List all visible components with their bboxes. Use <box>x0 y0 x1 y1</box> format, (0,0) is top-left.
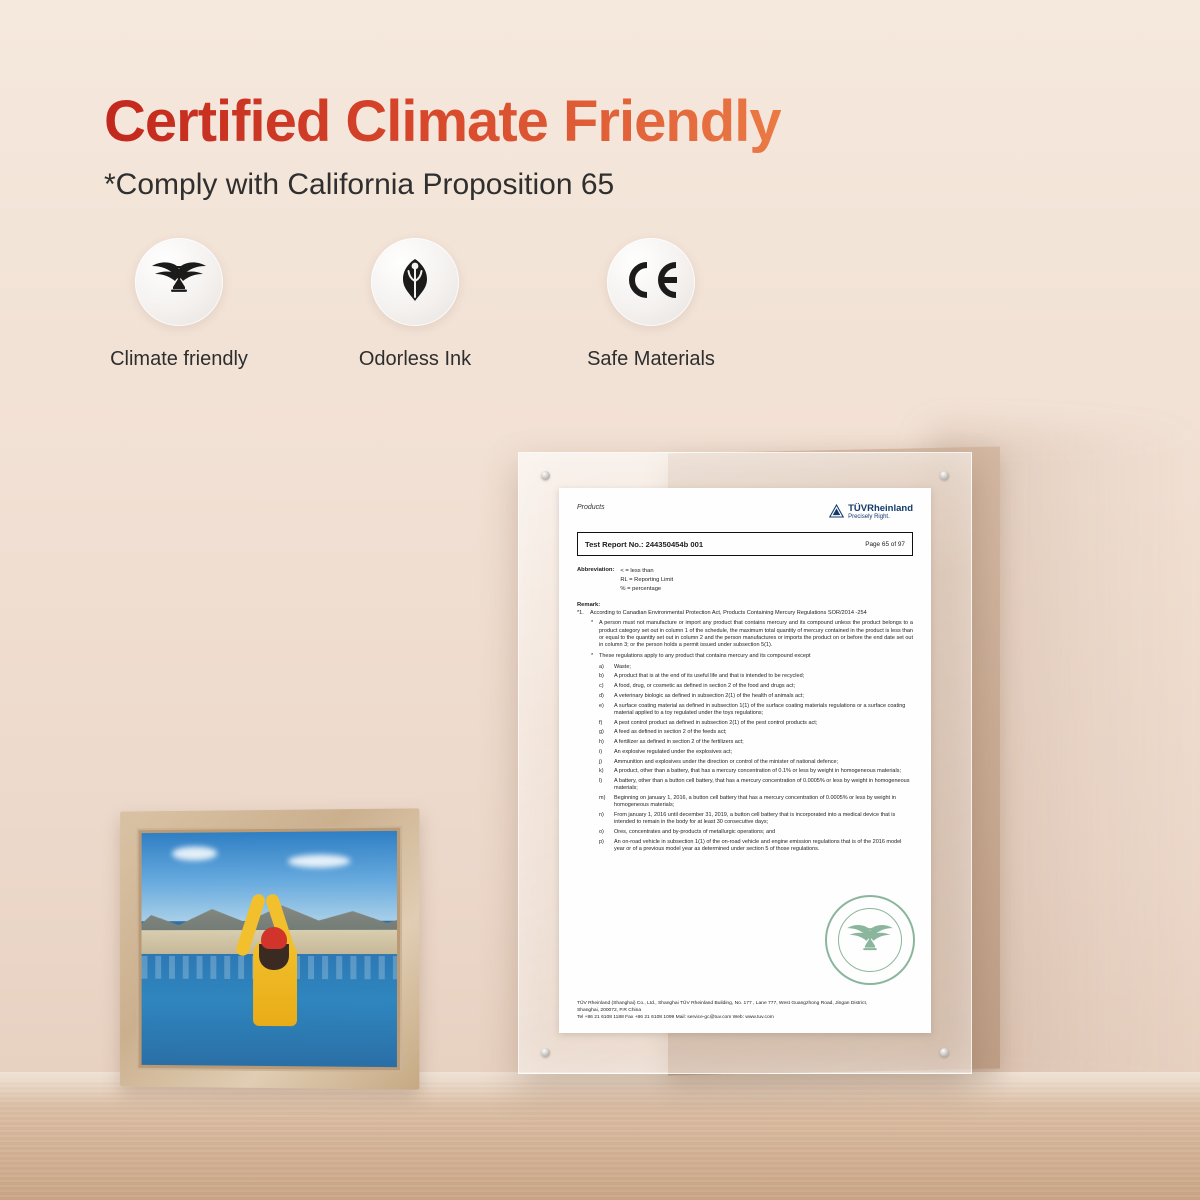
list-item-key: b) <box>599 673 604 680</box>
seal-winged-hourglass <box>844 923 896 957</box>
certificate-sheet <box>559 488 931 1033</box>
report-number: Test Report No.: 244350454b 001 <box>585 539 704 549</box>
list-item-key: o) <box>599 829 604 836</box>
document-header-left: Products <box>577 504 605 511</box>
frame-screw <box>940 471 949 480</box>
list-item-text: A product, other than a battery, that has a mercury concentration of 0.1% or less by weight in homogeneous materials; <box>614 768 901 775</box>
leaf-sprout-icon <box>392 257 438 308</box>
badge-label: Odorless Ink <box>358 348 472 370</box>
wooden-picture-frame <box>120 808 419 1089</box>
footer-line-1: TÜV Rheinland (Shanghai) Co., Ltd., Shanghai TÜV Rheinland Building, No. 177 , Lane 777, West Guangzhong Road, Jingan District, <box>577 1000 868 1006</box>
footer-line-2: Shanghai, 200072, P.R China <box>577 1007 642 1013</box>
table-grain <box>0 1080 1200 1200</box>
list-item-text: A product that is at the end of its useful life and that is intended to be recycled; <box>614 673 805 680</box>
list-item-key: a) <box>599 663 604 670</box>
badge-circle <box>607 238 695 326</box>
list-item <box>599 673 913 680</box>
list-item-text: A battery, other than a button cell battery, that has a mercury concentration of 0.0005% or less by weight in homogeneous materials; <box>614 778 910 792</box>
list-item-text: A feed as defined in section 2 of the feeds act; <box>614 729 727 736</box>
abbreviation-title: Abbreviation: <box>577 567 615 574</box>
remark-paragraph-1-text: A person must not manufacture or import any product that contains mercury and its compound unless the product belongs to a product category set out in column 1 of the schedule, the maximum total quantity of mercury contained in the product is less than or equal to the quantity set out in column 2 and the person manufactures or imports the product on or before the end date set out in column 3; or the person holds a permit issued under subsection 5(1). <box>599 620 913 649</box>
list-item <box>599 839 913 854</box>
list-item <box>599 795 913 810</box>
list-item-key: f) <box>599 719 603 726</box>
remark-intro-row <box>577 610 913 616</box>
tuv-triangle-icon <box>829 504 844 518</box>
list-item <box>599 759 913 766</box>
list-item-text: An explosive regulated under the explosives act; <box>614 748 733 755</box>
badge-label: Safe Materials <box>587 348 715 370</box>
badge-circle <box>371 238 459 326</box>
list-item-text: A pest control product as defined in subsection 2(1) of the pest control products act; <box>614 719 818 726</box>
frame-screw <box>541 1048 550 1057</box>
list-item <box>599 664 913 671</box>
list-item <box>599 739 913 746</box>
list-item-key: g) <box>599 729 604 736</box>
certification-badges <box>104 238 726 371</box>
winged-hourglass-seal-icon <box>825 895 915 985</box>
abbreviation-item: < = less than <box>620 568 654 575</box>
list-item <box>599 683 913 690</box>
certificate-document <box>559 488 931 1033</box>
abbreviation-block <box>577 567 913 593</box>
list-item-key: h) <box>599 739 604 746</box>
frame-screw <box>541 471 550 480</box>
list-item-text: Ammunition and explosives under the direction or control of the minister of national defence; <box>614 758 839 765</box>
list-item-text: A food, drug, or cosmetic as defined in section 2 of the food and drugs act; <box>614 683 796 690</box>
list-item <box>599 703 913 718</box>
winged-hourglass-icon <box>150 260 208 305</box>
list-item <box>599 812 913 827</box>
report-page-number: Page 65 of 97 <box>865 540 905 548</box>
remark-intro: According to Canadian Environmental Protection Act, Products Containing Mercury Regulations SOR/2014 -254 <box>590 610 867 617</box>
badge-odorless-ink <box>340 238 490 371</box>
list-item <box>599 720 913 727</box>
remark-number: *1. <box>577 610 584 617</box>
list-item <box>599 778 913 793</box>
list-item-key: l) <box>599 778 603 785</box>
list-item-key: i) <box>599 748 603 755</box>
list-item-text: An on-road vehicle in subsection 1(1) of the on-road vehicle and engine emission regulations that is of the 2016 model year or of a previous model year as determined under section 5 of those regulations. <box>614 838 902 853</box>
document-header <box>577 504 913 520</box>
list-item-key: e) <box>599 702 604 709</box>
remark-paragraph-2-text: These regulations apply to any product that contains mercury and its compound except <box>599 653 811 660</box>
remark-paragraph-2 <box>591 653 913 660</box>
badge-label: Climate friendly <box>110 348 248 370</box>
list-item <box>599 693 913 700</box>
list-item-text: Beginning on january 1, 2016, a button cell battery that has a mercury concentration of 0.0005% or less by weight in homogeneous materials; <box>614 795 896 809</box>
tuv-logo <box>829 504 913 520</box>
exception-list <box>599 664 913 854</box>
list-item <box>599 729 913 736</box>
photo-person-hat <box>261 927 287 949</box>
framed-photo <box>142 831 397 1067</box>
list-item-text: A surface coating material as defined in subsection 1(1) of the surface coating materials regulations or a surface coating material applied to a toy regulated under the toys regulations; <box>614 702 906 716</box>
list-item-key: p) <box>599 838 604 845</box>
list-item-text: From january 1, 2016 until december 31, 2019, a button cell battery that is incorporated into a medical device that is intended to remain in the body for at least 30 consecutive days; <box>614 812 896 826</box>
frame-screw <box>940 1048 949 1057</box>
bullet-star: * <box>591 653 594 660</box>
list-item <box>599 829 913 836</box>
promo-headline: Certified Climate Friendly <box>104 89 781 154</box>
list-item-key: d) <box>599 692 604 699</box>
list-item-text: A fertilizer as defined in section 2 of the fertilizers act; <box>614 739 744 746</box>
list-item <box>599 749 913 756</box>
badge-safe-materials <box>576 238 726 371</box>
list-item-text: A veterinary biologic as defined in subsection 2(1) of the health of animals act; <box>614 692 804 699</box>
footer-line-3: Tel +86 21 6108 1188 Fax +86 21 6108 1099 Mail: service-gc@tuv.com Web: www.tuv.com <box>577 1014 774 1020</box>
ce-mark-icon <box>620 259 682 306</box>
document-footer <box>577 1000 913 1021</box>
abbreviation-item: RL = Reporting Limit <box>620 576 674 583</box>
list-item-key: k) <box>599 768 604 775</box>
badge-climate-friendly <box>104 238 254 371</box>
badge-circle <box>135 238 223 326</box>
list-item-key: m) <box>599 795 606 802</box>
abbreviation-item: % = percentage <box>620 585 662 592</box>
list-item-key: j) <box>599 758 603 765</box>
list-item-key: n) <box>599 812 604 819</box>
acrylic-certificate-frame <box>518 452 972 1074</box>
remark-paragraph-1 <box>591 620 913 649</box>
list-item-text: Waste; <box>614 663 631 670</box>
remark-title: Remark: <box>577 602 601 609</box>
list-item-key: c) <box>599 683 604 690</box>
bullet-star: * <box>591 620 594 627</box>
abbreviation-list <box>620 567 673 593</box>
promo-subheadline: *Comply with California Proposition 65 <box>104 168 615 201</box>
tuv-tagline: Precisely Right. <box>848 513 890 520</box>
report-header-box <box>577 532 913 556</box>
seal-inner-ring <box>838 908 902 972</box>
tuv-brand-name: TÜVRheinland <box>848 503 913 514</box>
list-item <box>599 768 913 775</box>
list-item-text: Ores, concentrates and by-products of metallurgic operations; and <box>614 829 776 836</box>
